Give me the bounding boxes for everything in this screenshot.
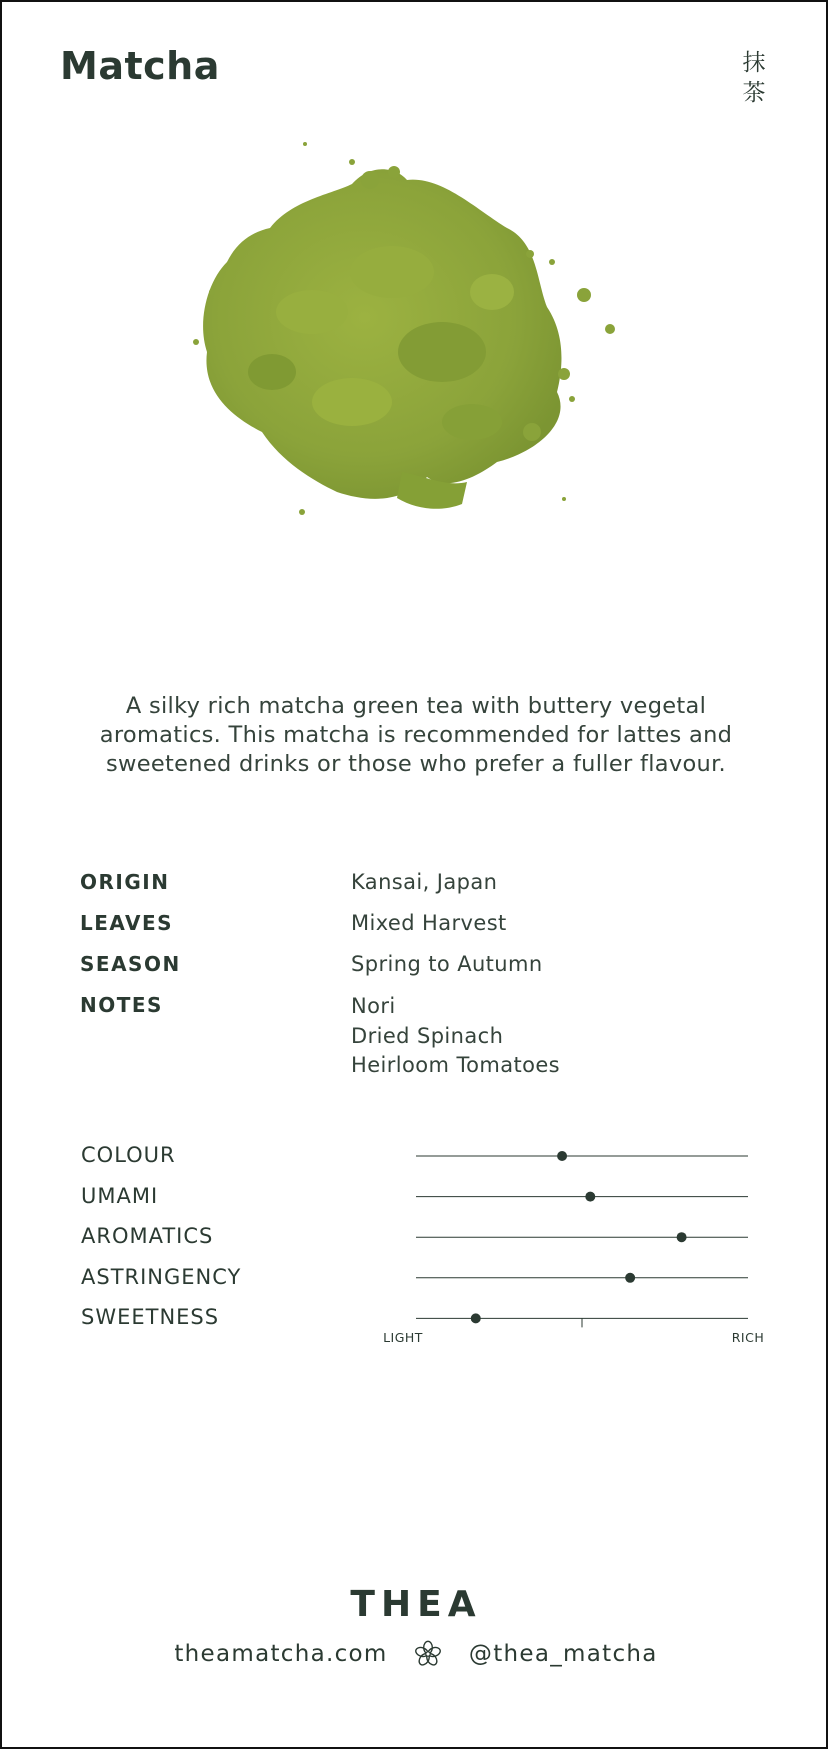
flavour-profile-scale [2,1122,828,1352]
note-item: Nori [351,994,396,1018]
spec-season-value: Spring to Autumn [351,952,543,976]
website-link[interactable]: theamatcha.com [174,1641,388,1667]
level-marker-astringency [625,1273,635,1283]
spec-notes-values [351,992,560,1081]
spec-leaves-label: LEAVES [80,911,174,935]
note-item: Dried Spinach [351,1023,504,1048]
level-marker-aromatics [677,1232,687,1242]
kanji-label [740,48,768,108]
scale-min-label: LIGHT [383,1330,423,1345]
kanji-char-2: 茶 [742,80,766,106]
note-item: Heirloom Tomatoes [351,1053,561,1077]
footer-contact [2,1640,828,1668]
kanji-char-1: 抹 [742,50,766,76]
instagram-handle[interactable]: @thea_matcha [468,1641,658,1667]
spec-origin-value: Kansai, Japan [351,870,498,894]
scale-max-label: RICH [731,1330,765,1345]
brand-logo: THEA [350,1584,482,1625]
profile-label-colour: COLOUR [81,1143,176,1167]
matcha-powder-image [192,132,692,572]
level-marker-colour [557,1151,567,1161]
level-marker-umami [585,1192,595,1202]
profile-label-astringency: ASTRINGENCY [81,1265,242,1289]
spec-origin-label: ORIGIN [80,870,170,894]
level-marker-sweetness [471,1313,481,1323]
page-title: Matcha [60,44,220,88]
spec-leaves-value: Mixed Harvest [351,911,507,935]
profile-label-sweetness: SWEETNESS [81,1305,220,1329]
profile-label-umami: UMAMI [81,1184,159,1208]
spec-notes-label: NOTES [80,993,163,1017]
profile-label-aromatics: AROMATICS [81,1224,214,1248]
spec-season-label: SEASON [80,952,181,976]
sakura-flower-icon [414,1640,442,1668]
description: A silky rich matcha green tea with buttery vegetal aromatics. This matcha is recommended for lattes and sweetened drinks or those who prefer a fuller flavour. [99,693,733,777]
